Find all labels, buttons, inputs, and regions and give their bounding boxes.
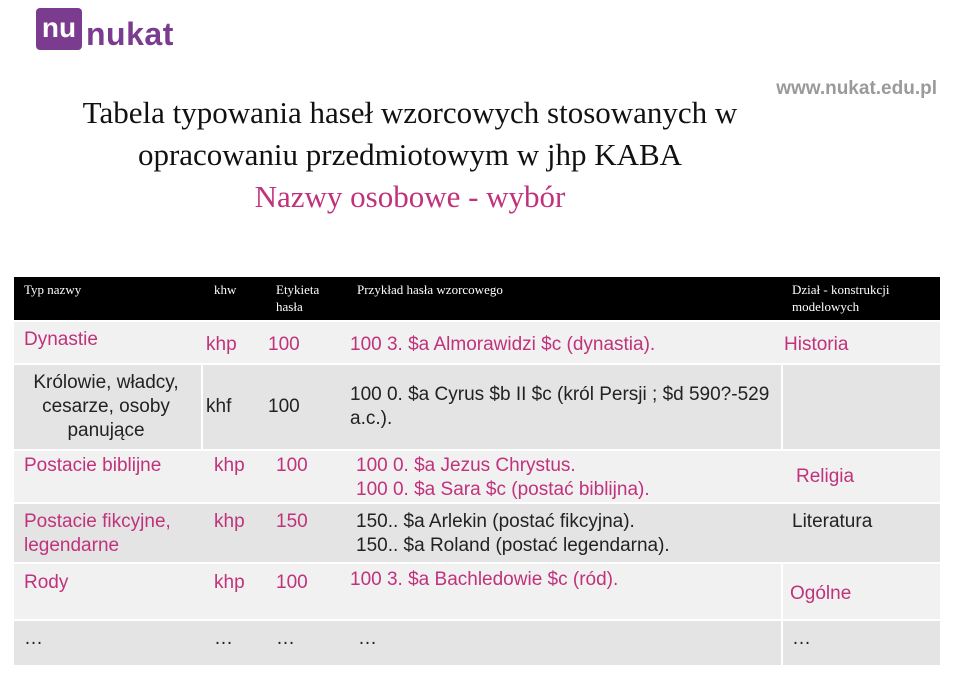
cell-type: Królowie, władcy, cesarze, osoby panujące bbox=[33, 372, 179, 441]
site-url[interactable]: www.nukat.edu.pl bbox=[776, 78, 937, 99]
header-example: Przykład hasła wzorcowego bbox=[357, 282, 503, 297]
table-row bbox=[14, 619, 940, 665]
table-row bbox=[14, 363, 940, 449]
cell-example-line-1: 150.. $a Arlekin (postać fikcyjna). bbox=[356, 511, 635, 532]
cell-khw: khp bbox=[214, 455, 245, 476]
cell-label: 100 bbox=[268, 396, 300, 417]
cell-section: Literatura bbox=[792, 511, 873, 532]
header-label: Etykieta hasła bbox=[276, 282, 320, 314]
cell-type: … bbox=[24, 628, 43, 649]
table-row bbox=[14, 502, 940, 562]
cell-example: … bbox=[358, 628, 377, 649]
header-section: Dział - konstrukcji modelowych bbox=[792, 282, 890, 314]
logo-wordmark: nukat bbox=[86, 16, 174, 52]
cell-khw: khp bbox=[214, 572, 245, 593]
title-line-1: Tabela typowania haseł wzorcowych stosowanych w bbox=[82, 95, 738, 130]
column-divider bbox=[781, 564, 783, 619]
table-row bbox=[14, 562, 940, 619]
cell-example-line-2: 150.. $a Roland (postać legendarna). bbox=[356, 535, 670, 556]
cell-label: 100 bbox=[276, 455, 308, 476]
cell-section: Historia bbox=[784, 334, 849, 355]
cell-type: Dynastie bbox=[24, 329, 98, 350]
table-row bbox=[14, 449, 940, 502]
logo-mark: nu bbox=[36, 8, 82, 50]
cell-label: 150 bbox=[276, 511, 308, 532]
slide-title bbox=[0, 92, 820, 218]
column-divider bbox=[781, 365, 783, 449]
title-line-2: opracowaniu przedmiotowym w jhp KABA bbox=[137, 137, 683, 172]
cell-example: 100 3. $a Almorawidzi $c (dynastia). bbox=[350, 334, 656, 355]
cell-type: Postacie biblijne bbox=[24, 455, 162, 476]
cell-section: Ogólne bbox=[790, 583, 852, 604]
cell-khw: khf bbox=[206, 396, 232, 417]
cell-section: Religia bbox=[796, 466, 855, 487]
table-row bbox=[14, 320, 940, 363]
column-divider bbox=[781, 621, 783, 665]
cell-example: 100 3. $a Bachledowie $c (ród). bbox=[350, 569, 619, 590]
cell-type: Postacie fikcyjne, legendarne bbox=[24, 511, 171, 556]
typing-table bbox=[14, 277, 940, 665]
header-type: Typ nazwy bbox=[24, 282, 82, 297]
cell-label: 100 bbox=[276, 572, 308, 593]
cell-khw: khp bbox=[206, 334, 237, 355]
cell-khw: … bbox=[214, 628, 233, 649]
cell-example-line-1: 100 0. $a Jezus Chrystus. bbox=[356, 455, 576, 476]
header-khw: khw bbox=[214, 282, 237, 297]
cell-example-line-2: 100 0. $a Sara $c (postać biblijna). bbox=[356, 479, 650, 500]
cell-label: 100 bbox=[268, 334, 300, 355]
cell-khw: khp bbox=[214, 511, 245, 532]
table-header bbox=[14, 277, 940, 320]
cell-example: 100 0. $a Cyrus $b II $c (król Persji ; $d 590?-529 a.c.). bbox=[350, 384, 770, 429]
cell-label: … bbox=[276, 628, 295, 649]
cell-section: … bbox=[792, 628, 811, 649]
cell-type: Rody bbox=[24, 572, 69, 593]
column-divider bbox=[201, 365, 203, 449]
title-subtitle: Nazwy osobowe - wybór bbox=[254, 179, 566, 214]
